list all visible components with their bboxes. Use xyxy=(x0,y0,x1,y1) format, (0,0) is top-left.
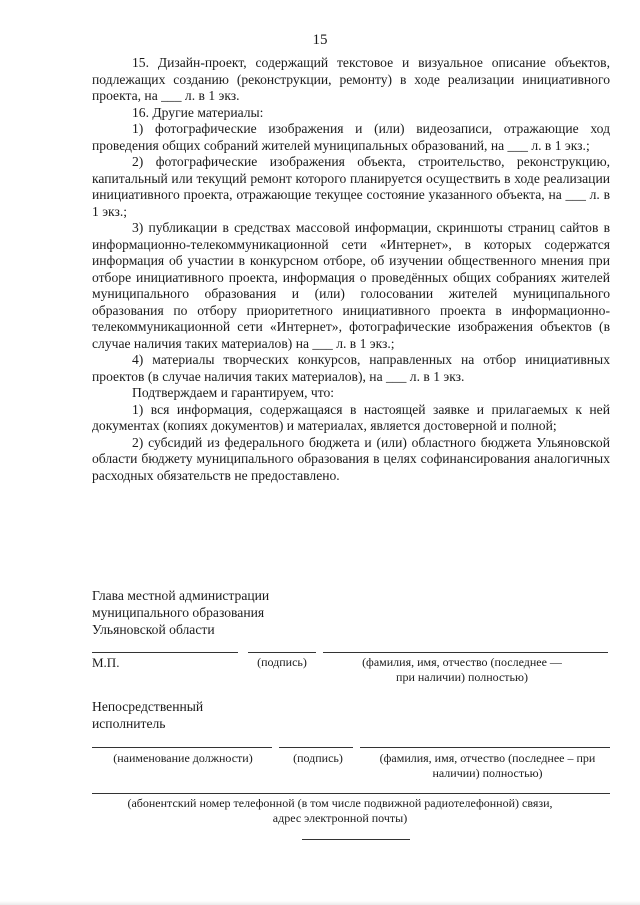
executor-position-line xyxy=(92,747,272,748)
executor-name-line xyxy=(360,747,610,748)
stamp-line xyxy=(92,652,238,653)
contact-line xyxy=(92,793,610,794)
paragraph: 2) фотографические изображения объекта, строительство, реконструкцию, капитальный или текущий ремонт которого планируется осуществить в ходе реализации инициативного проекта, отражающие текущее состояние указанного объекта, на ___ л. в 1 экз.; xyxy=(92,154,610,219)
head-signature-line xyxy=(248,652,316,653)
head-title-line: муниципального образования xyxy=(92,605,265,620)
head-title-line: Глава местной администрации xyxy=(92,588,270,603)
executor-title-line: исполнитель xyxy=(92,716,166,731)
head-title-line: Ульяновской области xyxy=(92,622,215,637)
paragraph: 3) публикации в средствах массовой информации, скриншоты страниц сайтов в информационно-телекоммуникационной сети «Интернет», в которых содержатся информация об участии в конкурсном отборе, об изучении общественного мнения при отборе инициативного проекта, информация о проведённых общих собраниях жителей муниципального образования и (или) голосовании жителей муниципального образования по отбору приоритетного инициативного проекта в информационно-телекоммуникационной сети «Интернет», фотографические изображения объектов (в случае наличия таких материалов) на ___ л. в 1 экз.; xyxy=(92,220,610,351)
executor-title-line: Непосредственный xyxy=(92,699,204,714)
head-signature-caption: (подпись) xyxy=(257,655,307,669)
executor-signature-caption: (подпись) xyxy=(293,751,343,765)
paragraph: 1) вся информация, содержащаяся в настоящей заявке и прилагаемых к ней документах (копиях документов) и материалах, является достоверной и полной; xyxy=(92,401,610,433)
stamp-label: М.П. xyxy=(92,655,120,670)
head-name-line xyxy=(323,652,608,653)
executor-signature-line xyxy=(279,747,353,748)
page-number: 15 xyxy=(312,32,328,48)
scan-edge xyxy=(0,901,640,905)
head-title xyxy=(92,587,269,638)
paragraph: 15. Дизайн-проект, содержащий текстовое и визуальное описание объектов, подлежащих созданию (реконструкции, ремонту) в ходе реализации инициативного проекта, на ___ л. в 1 экз. xyxy=(92,55,610,103)
paragraph: 2) субсидий из федерального бюджета и (или) областного бюджета Ульяновской области бюджету муниципального образования в целях софинансирования аналогичных расходных обязательств не предоставлено. xyxy=(92,434,610,483)
executor-title xyxy=(92,698,203,732)
paragraph: 4) материалы творческих конкурсов, направленных на отбор инициативных проектов (в случае наличия таких материалов), на ___ л. в 1 экз. xyxy=(92,352,610,384)
paragraph: 1) фотографические изображения и (или) видеозаписи, отражающие ход проведения общих собраний жителей муниципальных образований, на ___ л. в 1 экз.; xyxy=(92,121,610,153)
closing-line xyxy=(302,839,410,840)
executor-position-caption: (наименование должности) xyxy=(113,751,253,765)
executor-name-caption: (фамилия, имя, отчество (последнее – при наличии) полностью) xyxy=(379,751,596,780)
head-name-caption: (фамилия, имя, отчество (последнее — при наличии) полностью) xyxy=(362,655,562,684)
contact-caption: (абонентский номер телефонной (в том числе подвижной радиотелефонной) связи, адрес электронной почты) xyxy=(127,796,553,825)
paragraph: Подтверждаем и гарантируем, что: xyxy=(132,385,335,400)
paragraph: 16. Другие материалы: xyxy=(132,104,264,120)
document-body xyxy=(92,55,610,484)
